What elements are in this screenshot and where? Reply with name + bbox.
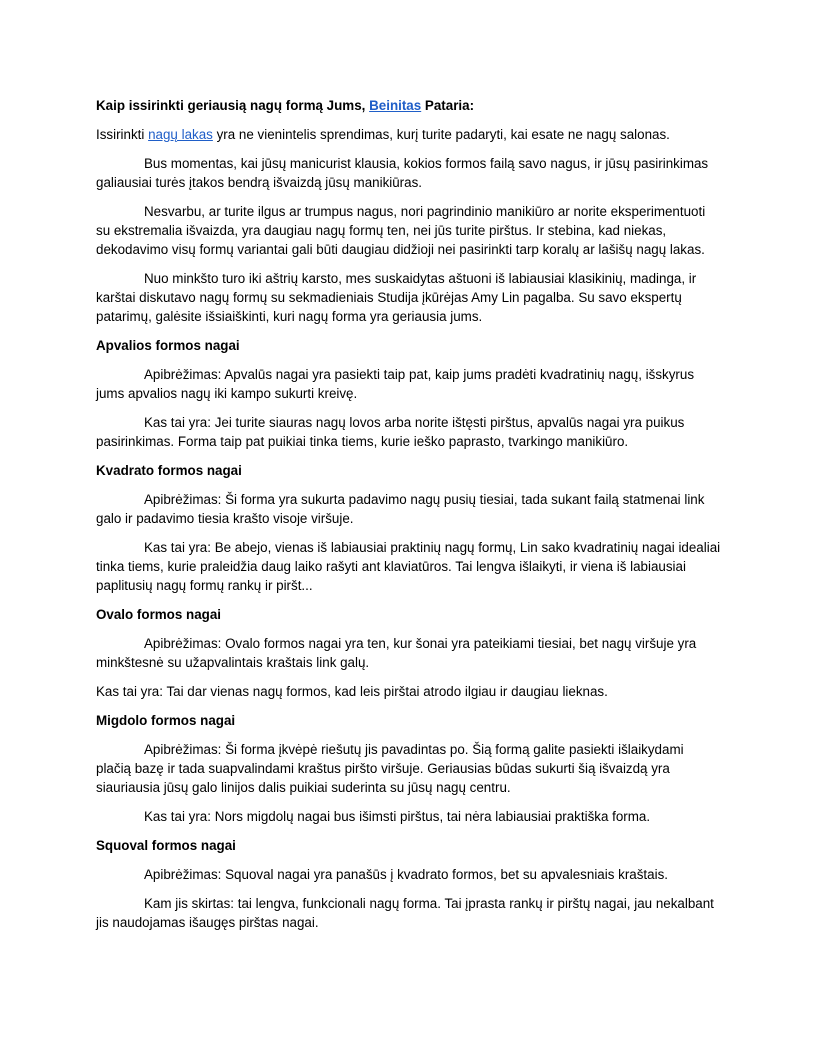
description-paragraph: Kas tai yra: Jei turite siauras nagų lovos arba norite ištęsti pirštus, apvalūs nagai yra puikus pasirinkimas. Forma taip pat puikiai tinka tiems, kurie ieško paprasto, tvarkingo manikiūro.: [96, 415, 685, 449]
paragraph: Nesvarbu, ar turite ilgus ar trumpus nagus, nori pagrindinio manikiūro ar norite eksperimentuoti su ekstremalia išvaizda, yra daugiau nagų formų ten, nei jūs turite pirštus. Ir stebina, kad niekas, dekodavimo visų formų variantai gali būti daugiau didžioji nei pasirinkti tarp koralų ar lašišų nagų lakas.: [96, 204, 706, 257]
intro-paragraph: Issirinkti nagų lakas yra ne vienintelis sprendimas, kurį turite padaryti, kai esate ne nagų salonas.: [96, 127, 670, 142]
definition-paragraph: Apibrėžimas: Squoval nagai yra panašūs į kvadrato formos, bet su apvalesniais kraštais.: [144, 867, 668, 882]
definition-paragraph: Apibrėžimas: Ši forma yra sukurta padavimo nagų pusių tiesiai, tada sukant failą statmenai link galo ir padavimo tiesia krašto visoje viršuje.: [96, 492, 705, 526]
section-heading-squoval: Squoval formos nagai: [96, 838, 236, 853]
section-heading-oval: Ovalo formos nagai: [96, 607, 222, 622]
document-title: Kaip issirinkti geriausią nagų formą Jums, Beinitas Pataria:: [96, 98, 475, 113]
beinitas-link[interactable]: Beinitas: [369, 98, 422, 113]
nagu-lakas-link[interactable]: nagų lakas: [148, 127, 213, 142]
paragraph: Nuo minkšto turo iki aštrių karsto, mes suskaidytas aštuoni iš labiausiai klasikinių, madinga, ir karštai diskutavo nagų formų su sekmadieniais Studija įkūrėjas Amy Lin pagalba. Su savo ekspertų patarimų, galėsite išsiaiškinti, kuri nagų forma yra geriausia jums.: [96, 271, 697, 324]
section-heading-square: Kvadrato formos nagai: [96, 463, 242, 478]
definition-paragraph: Apibrėžimas: Apvalūs nagai yra pasiekti taip pat, kaip jums pradėti kvadratinių nagų, išskyrus jums apvalios nagų iki kampo sukurti kreivę.: [96, 367, 695, 401]
paragraph: Bus momentas, kai jūsų manicurist klausia, kokios formos failą savo nagus, ir jūsų pasirinkimas galiausiai turės įtakos bendrą išvaizdą jūsų manikiūras.: [96, 156, 709, 190]
definition-paragraph: Apibrėžimas: Ovalo formos nagai yra ten, kur šonai yra pateikiami tiesiai, bet nagų viršuje yra minkštesnė su užapvalintais kraštais link galų.: [96, 636, 697, 670]
description-paragraph: Kam jis skirtas: tai lengva, funkcionali nagų forma. Tai įprasta rankų ir pirštų nagai, jau nekalbant jis naudojamas išaugęs pirštas nagai.: [96, 896, 714, 930]
description-paragraph: Kas tai yra: Tai dar vienas nagų formos, kad leis pirštai atrodo ilgiau ir daugiau lieknas.: [96, 684, 608, 699]
description-paragraph: Kas tai yra: Nors migdolų nagai bus išimsti pirštus, tai nėra labiausiai praktiška forma.: [144, 809, 651, 824]
definition-paragraph: Apibrėžimas: Ši forma įkvėpė riešutų jis pavadintas po. Šią formą galite pasiekti išlaikydami plačią bazę ir tada suapvalindami kraštus piršto viršuje. Geriausias būdas sukurti šią išvaizdą yra siauriausia jūsų galo linijos dalis puikiai suderinta su jūsų nagų centru.: [96, 742, 684, 795]
section-heading-almond: Migdolo formos nagai: [96, 713, 236, 728]
section-heading-round: Apvalios formos nagai: [96, 338, 240, 353]
document-page: [96, 96, 722, 942]
description-paragraph: Kas tai yra: Be abejo, vienas iš labiausiai praktinių nagų formų, Lin sako kvadratinių nagai idealiai tinka tiems, kurie praleidžia daug laiko rašyti ant klaviatūros. Tai lengva išlaikyti, ir viena iš labiausiai paplitusių nagų formų rankų ir piršt...: [96, 540, 721, 593]
